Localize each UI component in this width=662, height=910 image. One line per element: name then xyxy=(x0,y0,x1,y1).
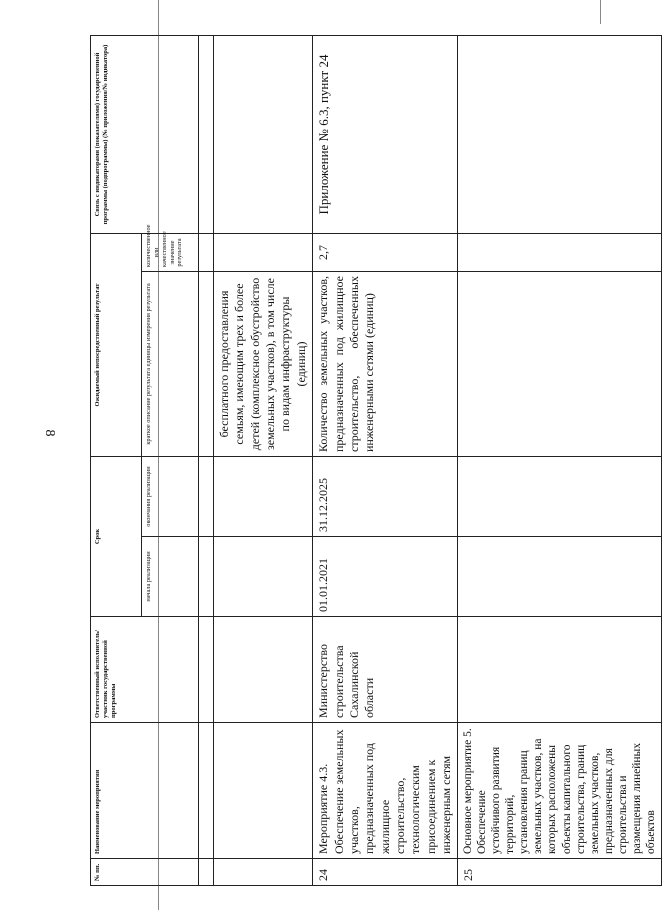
cell-link xyxy=(458,36,661,234)
table-cell xyxy=(199,36,214,234)
table-spacer-row xyxy=(199,36,214,886)
cell-result-desc: бесплатного предоставления семьям, имеющим трех и более детей (комплексное обустройство земельных участков), в том числе по видам инфраструктуры (единиц) xyxy=(214,272,313,457)
header-responsible: Ответственный исполнитель/участник государственной программы xyxy=(91,617,199,723)
cell-num xyxy=(214,859,313,886)
cell-start: 01.01.2021 xyxy=(313,537,458,617)
table-row xyxy=(458,36,661,886)
header-result-desc: краткое описание результата единицы измерения результата xyxy=(142,272,199,457)
cell-start xyxy=(214,537,313,617)
cell-num: 24 xyxy=(313,859,458,886)
cell-result-value xyxy=(214,234,313,272)
table-cell xyxy=(199,617,214,723)
scan-edge-line xyxy=(600,0,601,24)
cell-responsible xyxy=(214,617,313,723)
header-term-end: окончания реализации xyxy=(142,457,199,537)
cell-name xyxy=(214,723,313,859)
table-cell xyxy=(199,272,214,457)
header-result-value: количественное или качественное значение результата xyxy=(142,234,199,272)
rotated-table-container xyxy=(90,36,657,886)
table-cell xyxy=(199,234,214,272)
header-num: № пп. xyxy=(91,859,199,886)
header-name: Наименование мероприятия xyxy=(91,723,199,859)
cell-link: Приложение № 6.3, пункт 24 xyxy=(313,36,458,234)
table-row xyxy=(214,36,313,886)
cell-end: 31.12.2025 xyxy=(313,457,458,537)
header-result: Ожидаемый непосредственный результат xyxy=(91,234,142,457)
cell-name: Мероприятие 4.3. Обеспечение земельных участков, предназначенных под жилищное строительство, технологическим присоединением к инженерным сетям xyxy=(313,723,458,859)
table-row xyxy=(313,36,458,886)
cell-responsible xyxy=(458,617,661,723)
table-cell xyxy=(199,457,214,537)
cell-result-value xyxy=(458,234,661,272)
table-header-row xyxy=(91,36,142,886)
header-link: Связь с индикаторами (показателями) государственной программы (подпрограммы) (№ приложения/№ индикатора) xyxy=(91,36,199,234)
cell-result-value: 2,7 xyxy=(313,234,458,272)
cell-link xyxy=(214,36,313,234)
cell-responsible: Министерство строительства Сахалинской области xyxy=(313,617,458,723)
cell-end xyxy=(214,457,313,537)
header-term-start: начала реализации xyxy=(142,537,199,617)
page-number: 8 xyxy=(42,429,57,437)
cell-result-desc: Количество земельных участков, предназначенных под жилищное строительство, обеспеченных инженерными сетями (единиц) xyxy=(313,272,458,457)
cell-start xyxy=(458,537,661,617)
cell-end xyxy=(458,457,661,537)
activities-table xyxy=(90,35,662,886)
table-cell xyxy=(199,723,214,859)
table-cell xyxy=(199,537,214,617)
table-cell xyxy=(199,859,214,886)
cell-name: Основное мероприятие 5. Обеспечение устойчивого развития территорий, установления границ земельных участков, на которых расположены объекты капитального строительства, границ земельных участков, предназначенных для строительства и размещения линейных объектов xyxy=(458,723,661,859)
cell-result-desc xyxy=(458,272,661,457)
header-term: Срок xyxy=(91,457,142,617)
cell-num: 25 xyxy=(458,859,661,886)
